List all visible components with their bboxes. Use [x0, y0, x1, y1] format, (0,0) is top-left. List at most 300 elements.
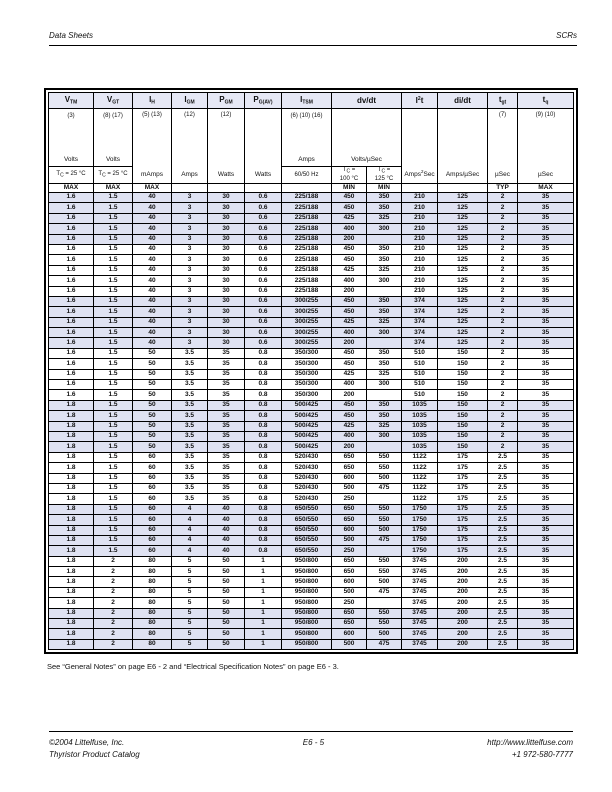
table-cell: 50: [208, 639, 245, 649]
table-cell: 200: [438, 567, 488, 577]
table-cell: 40: [208, 525, 245, 535]
table-cell: 3.5: [172, 348, 208, 358]
table-cell: 150: [438, 348, 488, 358]
dvdt-125-condition: $T_C$ = 125 °C: [367, 167, 402, 184]
table-cell: 650: [332, 619, 367, 629]
table-cell: 200: [332, 286, 367, 296]
table-cell: 0.6: [245, 286, 282, 296]
table-cell: 450: [332, 296, 367, 306]
table-cell: 225/188: [282, 203, 332, 213]
table-cell: 0.6: [245, 244, 282, 254]
table-cell: 60: [133, 535, 172, 545]
table-cell: 1.8: [49, 619, 94, 629]
table-cell: 950/800: [282, 556, 332, 566]
vtm-notes-units: (3) Volts: [49, 109, 94, 167]
table-cell: 210: [402, 265, 438, 275]
table-cell: 1.8: [49, 515, 94, 525]
table-cell: 125: [438, 276, 488, 286]
table-cell: 1.5: [94, 494, 133, 504]
table-cell: 2.5: [488, 608, 518, 618]
table-cell: 325: [367, 421, 402, 431]
table-cell: 4: [172, 535, 208, 545]
table-cell: 300: [367, 431, 402, 441]
footer-phone: +1 972-580-7777: [511, 750, 573, 759]
table-cell: 40: [133, 296, 172, 306]
table-cell: 300/255: [282, 307, 332, 317]
table-cell: 500: [332, 483, 367, 493]
table-cell: 35: [518, 276, 574, 286]
table-cell: 350: [367, 348, 402, 358]
table-cell: 35: [518, 525, 574, 535]
table-cell: 450: [332, 255, 367, 265]
table-cell: 175: [438, 473, 488, 483]
table-cell: 0.6: [245, 224, 282, 234]
table-cell: 1.6: [49, 265, 94, 275]
table-cell: 350: [367, 359, 402, 369]
table-cell: 0.8: [245, 452, 282, 462]
table-cell: 225/188: [282, 255, 332, 265]
table-row: [49, 380, 574, 390]
table-cell: 35: [208, 483, 245, 493]
table-cell: 350/300: [282, 359, 332, 369]
table-cell: 175: [438, 535, 488, 545]
didt-limit: [438, 184, 488, 193]
table-cell: 2.5: [488, 535, 518, 545]
table-cell: 400: [332, 328, 367, 338]
table-cell: 1.8: [49, 411, 94, 421]
dvdt-125-limit: MIN: [367, 184, 402, 193]
table-cell: 35: [208, 390, 245, 400]
col-header-pgm: PGM: [208, 93, 245, 109]
table-cell: 60: [133, 525, 172, 535]
table-cell: 1.5: [94, 244, 133, 254]
table-cell: 5: [172, 629, 208, 639]
table-cell: 0.6: [245, 213, 282, 223]
table-row: [49, 421, 574, 431]
table-cell: 1.8: [49, 556, 94, 566]
table-cell: 35: [518, 546, 574, 556]
table-cell: 5: [172, 619, 208, 629]
table-cell: 1.8: [49, 546, 94, 556]
table-cell: 600: [332, 473, 367, 483]
table-cell: 500: [367, 577, 402, 587]
table-cell: 200: [438, 587, 488, 597]
table-cell: 1.5: [94, 234, 133, 244]
table-cell: 210: [402, 224, 438, 234]
table-cell: 150: [438, 359, 488, 369]
table-cell: 2.5: [488, 639, 518, 649]
table-cell: 2: [488, 244, 518, 254]
table-cell: 2.5: [488, 619, 518, 629]
running-header-right: SCRs: [556, 31, 577, 40]
table-cell: 1.8: [49, 567, 94, 577]
tgt-limit: TYP: [488, 184, 518, 193]
table-cell: 0.8: [245, 504, 282, 514]
table-cell: 1.8: [49, 483, 94, 493]
table-cell: 1.6: [49, 296, 94, 306]
table-cell: 4: [172, 525, 208, 535]
table-cell: 520/430: [282, 463, 332, 473]
table-row: [49, 265, 574, 275]
dvdt-100-condition: $T_C$ = 100 °C: [332, 167, 367, 184]
table-cell: 40: [133, 244, 172, 254]
table-cell: 374: [402, 338, 438, 348]
table-cell: 40: [208, 504, 245, 514]
table-cell: 30: [208, 193, 245, 203]
table-cell: 125: [438, 203, 488, 213]
table-cell: 225/188: [282, 224, 332, 234]
table-cell: 125: [438, 328, 488, 338]
table-cell: 60: [133, 473, 172, 483]
table-cell: 950/800: [282, 639, 332, 649]
table-cell: 1.8: [49, 598, 94, 608]
table-cell: 30: [208, 244, 245, 254]
table-cell: 650/550: [282, 535, 332, 545]
table-cell: 2: [488, 421, 518, 431]
footer-right: [487, 737, 573, 761]
table-cell: 50: [208, 577, 245, 587]
table-cell: 550: [367, 556, 402, 566]
col-header-didt: di/dt: [438, 93, 488, 109]
table-cell: 4: [172, 515, 208, 525]
table-cell: 80: [133, 577, 172, 587]
table-cell: 30: [208, 307, 245, 317]
table-cell: 1035: [402, 411, 438, 421]
table-cell: 3: [172, 276, 208, 286]
table-cell: 2.5: [488, 515, 518, 525]
table-cell: 80: [133, 639, 172, 649]
table-cell: 35: [208, 463, 245, 473]
table-cell: 150: [438, 421, 488, 431]
table-cell: 30: [208, 276, 245, 286]
table-cell: 200: [332, 338, 367, 348]
table-cell: 175: [438, 515, 488, 525]
table-row: [49, 639, 574, 649]
tq-limit: MAX: [518, 184, 574, 193]
table-cell: 350/300: [282, 390, 332, 400]
table-cell: 250: [332, 546, 367, 556]
table-cell: [367, 494, 402, 504]
pgm-notes-units: (12) Watts: [208, 109, 245, 184]
i2t-notes-units: Amps$^2$Sec: [402, 109, 438, 184]
table-cell: 80: [133, 587, 172, 597]
footer-copyright: ©2004 Littelfuse, Inc.: [49, 738, 125, 747]
table-cell: 2: [488, 193, 518, 203]
table-cell: 450: [332, 359, 367, 369]
table-cell: 50: [208, 567, 245, 577]
table-cell: 80: [133, 598, 172, 608]
col-header-itsm: ITSM: [282, 93, 332, 109]
table-cell: 2.5: [488, 587, 518, 597]
table-cell: 3: [172, 328, 208, 338]
table-cell: 60: [133, 515, 172, 525]
table-cell: 1.5: [94, 276, 133, 286]
table-cell: 3.5: [172, 483, 208, 493]
table-row: [49, 483, 574, 493]
table-cell: 1.6: [49, 213, 94, 223]
table-cell: 35: [518, 629, 574, 639]
running-header: [49, 31, 577, 46]
table-row: [49, 608, 574, 618]
table-row: [49, 577, 574, 587]
table-row: [49, 587, 574, 597]
table-cell: 35: [518, 587, 574, 597]
table-cell: 475: [367, 587, 402, 597]
table-cell: 650/550: [282, 515, 332, 525]
table-cell: 2: [488, 411, 518, 421]
col-header-igm: IGM: [172, 93, 208, 109]
table-cell: 1750: [402, 504, 438, 514]
table-row: [49, 504, 574, 514]
table-cell: 50: [133, 369, 172, 379]
table-cell: 0.6: [245, 234, 282, 244]
table-cell: 2: [488, 442, 518, 452]
table-cell: 30: [208, 213, 245, 223]
table-cell: 35: [518, 619, 574, 629]
table-cell: 30: [208, 286, 245, 296]
table-cell: 2.5: [488, 598, 518, 608]
table-cell: 4: [172, 546, 208, 556]
table-cell: 125: [438, 265, 488, 275]
table-cell: 1.5: [94, 359, 133, 369]
table-cell: 50: [133, 411, 172, 421]
table-cell: 50: [133, 359, 172, 369]
table-cell: 40: [133, 307, 172, 317]
table-cell: 1750: [402, 515, 438, 525]
table-cell: 2.5: [488, 556, 518, 566]
table-row: [49, 556, 574, 566]
table-cell: 3.5: [172, 494, 208, 504]
table-cell: 650: [332, 608, 367, 618]
table-cell: 2: [488, 348, 518, 358]
table-cell: 1.5: [94, 255, 133, 265]
table-cell: 2: [94, 556, 133, 566]
table-cell: 35: [518, 608, 574, 618]
table-cell: 1.8: [49, 421, 94, 431]
table-cell: 1.8: [49, 400, 94, 410]
table-cell: 1: [245, 639, 282, 649]
table-cell: 650: [332, 452, 367, 462]
table-cell: 40: [133, 203, 172, 213]
table-cell: 40: [133, 338, 172, 348]
table-cell: 2.5: [488, 483, 518, 493]
table-cell: 2: [488, 255, 518, 265]
table-cell: 450: [332, 348, 367, 358]
tq-notes-units: (9) (10) µSec: [518, 109, 574, 184]
table-cell: 1035: [402, 421, 438, 431]
table-cell: 40: [133, 213, 172, 223]
table-cell: 1: [245, 556, 282, 566]
table-cell: 650/550: [282, 504, 332, 514]
table-cell: 1: [245, 629, 282, 639]
table-cell: 520/430: [282, 452, 332, 462]
table-cell: 35: [518, 483, 574, 493]
table-cell: 1.5: [94, 400, 133, 410]
table-cell: 4: [172, 504, 208, 514]
table-cell: 2: [488, 286, 518, 296]
table-cell: 35: [518, 535, 574, 545]
table-cell: 500: [332, 535, 367, 545]
table-cell: 1.8: [49, 442, 94, 452]
table-cell: 210: [402, 255, 438, 265]
table-row: [49, 494, 574, 504]
table-cell: 125: [438, 307, 488, 317]
table-row: [49, 296, 574, 306]
table-cell: 2: [94, 639, 133, 649]
table-cell: 125: [438, 193, 488, 203]
table-cell: 1122: [402, 463, 438, 473]
table-cell: 35: [518, 286, 574, 296]
table-cell: 1.8: [49, 639, 94, 649]
table-cell: 325: [367, 369, 402, 379]
running-header-left: Data Sheets: [49, 31, 94, 40]
table-cell: 1.5: [94, 224, 133, 234]
table-cell: 1.6: [49, 224, 94, 234]
table-cell: 650: [332, 556, 367, 566]
table-cell: 60: [133, 452, 172, 462]
table-cell: 35: [518, 348, 574, 358]
table-cell: 125: [438, 296, 488, 306]
table-cell: 200: [332, 442, 367, 452]
table-cell: 550: [367, 567, 402, 577]
table-cell: 1.8: [49, 608, 94, 618]
tgt-notes-units: (7) µSec: [488, 109, 518, 184]
table-cell: 325: [367, 265, 402, 275]
table-cell: 175: [438, 546, 488, 556]
table-cell: 1.8: [49, 587, 94, 597]
table-cell: 1.6: [49, 244, 94, 254]
table-cell: 300/255: [282, 328, 332, 338]
table-cell: 2: [488, 203, 518, 213]
table-cell: 35: [518, 598, 574, 608]
table-cell: 0.8: [245, 494, 282, 504]
table-cell: 1.5: [94, 265, 133, 275]
table-cell: 35: [518, 504, 574, 514]
table-cell: 1.5: [94, 338, 133, 348]
table-cell: 3: [172, 317, 208, 327]
table-cell: 1.5: [94, 504, 133, 514]
table-cell: 225/188: [282, 193, 332, 203]
table-cell: 125: [438, 317, 488, 327]
table-cell: 60: [133, 463, 172, 473]
table-cell: 175: [438, 463, 488, 473]
table-row: [49, 224, 574, 234]
table-cell: 425: [332, 421, 367, 431]
table-cell: 50: [133, 431, 172, 441]
table-cell: 30: [208, 255, 245, 265]
table-cell: 400: [332, 276, 367, 286]
table-cell: 475: [367, 535, 402, 545]
notes-units-row: [49, 109, 574, 167]
table-cell: 950/800: [282, 619, 332, 629]
table-cell: 3.5: [172, 380, 208, 390]
table-cell: 0.6: [245, 307, 282, 317]
table-cell: 3.5: [172, 390, 208, 400]
igm-notes-units: (12) Amps: [172, 109, 208, 184]
table-cell: 35: [518, 431, 574, 441]
dvdt-100-limit: MIN: [332, 184, 367, 193]
table-cell: 35: [208, 431, 245, 441]
table-cell: 3.5: [172, 473, 208, 483]
table-cell: 50: [208, 619, 245, 629]
table-cell: 3745: [402, 639, 438, 649]
table-cell: 350: [367, 193, 402, 203]
table-cell: 40: [133, 234, 172, 244]
table-row: [49, 338, 574, 348]
pgav-notes-units: Watts: [245, 109, 282, 184]
col-header-pgav: PG(AV): [245, 93, 282, 109]
table-cell: 50: [208, 608, 245, 618]
table-cell: 1.6: [49, 286, 94, 296]
table-cell: 2: [488, 213, 518, 223]
table-cell: 35: [208, 380, 245, 390]
table-cell: 35: [518, 515, 574, 525]
table-row: [49, 452, 574, 462]
vtm-condition: $T_C = 25$ °C: [49, 167, 94, 184]
vgt-notes-units: (8) (17) Volts: [94, 109, 133, 167]
table-cell: 950/800: [282, 577, 332, 587]
table-cell: 500: [332, 639, 367, 649]
table-cell: 600: [332, 629, 367, 639]
table-cell: 35: [208, 359, 245, 369]
table-cell: 210: [402, 286, 438, 296]
table-cell: 35: [518, 265, 574, 275]
table-cell: 550: [367, 504, 402, 514]
table-cell: 35: [518, 255, 574, 265]
table-cell: 200: [438, 556, 488, 566]
table-cell: 1.5: [94, 317, 133, 327]
table-cell: 1.5: [94, 286, 133, 296]
minmax-row: [49, 184, 574, 193]
table-cell: 300: [367, 224, 402, 234]
table-cell: 650: [332, 515, 367, 525]
table-cell: 0.6: [245, 338, 282, 348]
table-cell: 425: [332, 369, 367, 379]
table-cell: 35: [518, 494, 574, 504]
spec-table-body: [49, 193, 574, 650]
table-cell: 60: [133, 504, 172, 514]
table-cell: 0.8: [245, 380, 282, 390]
table-cell: 40: [208, 535, 245, 545]
col-header-tgt: tgt: [488, 93, 518, 109]
table-cell: 210: [402, 213, 438, 223]
table-cell: [367, 442, 402, 452]
table-cell: 2: [488, 380, 518, 390]
table-cell: 650/550: [282, 525, 332, 535]
table-cell: 1035: [402, 431, 438, 441]
table-cell: 5: [172, 639, 208, 649]
table-cell: 0.8: [245, 483, 282, 493]
table-cell: 200: [332, 234, 367, 244]
table-cell: 0.8: [245, 390, 282, 400]
table-cell: 3: [172, 296, 208, 306]
table-cell: 400: [332, 380, 367, 390]
table-cell: 950/800: [282, 629, 332, 639]
table-cell: 2: [488, 390, 518, 400]
table-cell: 500/425: [282, 431, 332, 441]
table-cell: 210: [402, 276, 438, 286]
table-cell: 2: [94, 608, 133, 618]
table-cell: 3.5: [172, 359, 208, 369]
table-cell: 3.5: [172, 400, 208, 410]
table-cell: 175: [438, 452, 488, 462]
table-cell: 0.8: [245, 546, 282, 556]
table-cell: 40: [133, 255, 172, 265]
table-cell: 125: [438, 234, 488, 244]
table-cell: 0.8: [245, 369, 282, 379]
table-cell: 1122: [402, 483, 438, 493]
table-cell: 0.8: [245, 473, 282, 483]
